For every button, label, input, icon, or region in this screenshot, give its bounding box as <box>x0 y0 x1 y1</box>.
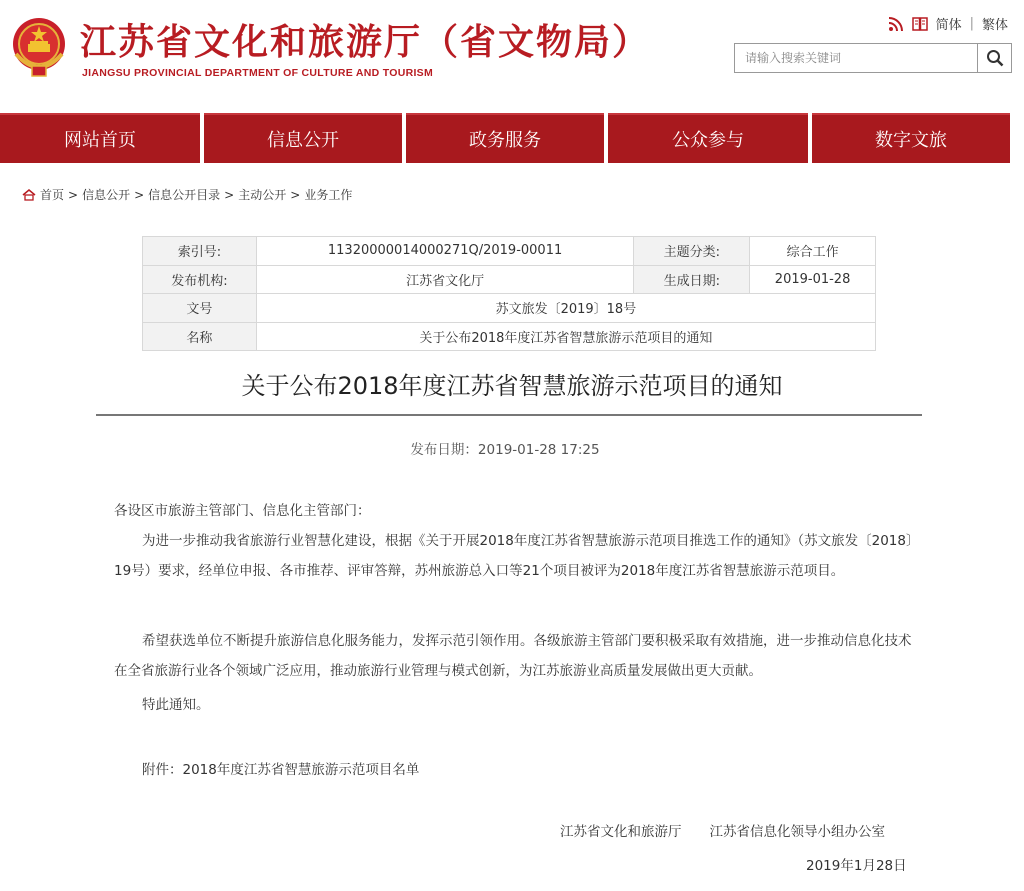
created-label: 生成日期: <box>634 265 750 294</box>
site-title: 江苏省文化和旅游厅（省文物局） <box>80 22 651 63</box>
nav-item-home[interactable]: 网站首页 <box>0 113 200 163</box>
table-row <box>143 265 876 294</box>
paragraph-2: 希望获选单位不断提升旅游信息化服务能力，发挥示范引领作用。各级旅游主管部门要积极采取有效措施，进一步推动信息化技术在全省旅游行业各个领域广泛应用，推动旅游行业管理与模式创新，为江苏旅游业高质量发展做出更大贡献。 <box>114 633 912 679</box>
signature <box>560 820 885 840</box>
breadcrumb <box>22 186 352 203</box>
title-divider <box>96 414 922 416</box>
book-icon[interactable] <box>912 16 928 32</box>
simplified-link[interactable]: 简体 <box>935 18 962 33</box>
nav-item-digital[interactable]: 数字文旅 <box>812 113 1010 163</box>
breadcrumb-home[interactable]: 首页 <box>40 188 65 202</box>
national-emblem-icon <box>10 14 68 80</box>
signer-1: 江苏省文化和旅游厅 <box>560 824 682 840</box>
index-label: 索引号: <box>143 237 257 266</box>
table-row <box>143 322 876 351</box>
breadcrumb-separator: > <box>224 187 235 202</box>
rss-icon[interactable] <box>888 16 904 32</box>
signer-2: 江苏省信息化领导小组办公室 <box>709 824 885 840</box>
breadcrumb-separator: > <box>134 187 145 202</box>
info-table <box>142 236 876 351</box>
docno-value: 苏文旅发〔2019〕18号 <box>256 294 875 323</box>
topic-label: 主题分类: <box>634 237 750 266</box>
breadcrumb-separator: > <box>290 187 301 202</box>
topic-value: 综合工作 <box>750 237 876 266</box>
table-row <box>143 237 876 266</box>
article-title: 关于公布2018年度江苏省智慧旅游示范项目的通知 <box>241 372 783 400</box>
home-icon <box>22 189 36 201</box>
search-icon <box>986 49 1004 67</box>
search-input[interactable] <box>735 44 977 72</box>
top-tools <box>888 14 1008 33</box>
breadcrumb-info[interactable]: 信息公开 <box>82 188 131 202</box>
site-header <box>0 0 1024 110</box>
index-value: 11320000014000271Q/2019-00011 <box>256 237 634 266</box>
breadcrumb-business[interactable]: 业务工作 <box>304 188 353 202</box>
docno-label: 文号 <box>143 294 257 323</box>
traditional-link[interactable]: 繁体 <box>981 18 1008 33</box>
created-value: 2019-01-28 <box>750 265 876 294</box>
greeting: 各设区市旅游主管部门、信息化主管部门： <box>114 503 371 519</box>
table-row <box>143 294 876 323</box>
nav-item-services[interactable]: 政务服务 <box>406 113 604 163</box>
sign-date: 2019年1月28日 <box>806 858 907 874</box>
nav-item-public[interactable]: 公众参与 <box>608 113 808 163</box>
tools-separator: | <box>969 16 974 31</box>
nav-item-info[interactable]: 信息公开 <box>204 113 402 163</box>
name-label: 名称 <box>143 322 257 351</box>
site-subtitle: JIANGSU PROVINCIAL DEPARTMENT OF CULTURE AND TOURISM <box>82 67 434 79</box>
name-value: 关于公布2018年度江苏省智慧旅游示范项目的通知 <box>256 322 875 351</box>
paragraph-1: 为进一步推动我省旅游行业智慧化建设，根据《关于开展2018年度江苏省智慧旅游示范项目推选工作的通知》（苏文旅发〔2018〕19号）要求，经单位申报、各市推荐、评审答辩，苏州旅游总入口等21个项目被评为2018年度江苏省智慧旅游示范项目。 <box>114 533 913 579</box>
publisher-value: 江苏省文化厅 <box>256 265 634 294</box>
breadcrumb-separator: > <box>68 187 79 202</box>
attachment-link[interactable]: 附件：2018年度江苏省智慧旅游示范项目名单 <box>142 762 420 778</box>
breadcrumb-active[interactable]: 主动公开 <box>238 188 287 202</box>
main-nav <box>0 113 1024 163</box>
search-button[interactable] <box>977 44 1011 72</box>
breadcrumb-catalog[interactable]: 信息公开目录 <box>148 188 221 202</box>
search-box <box>734 43 1012 73</box>
publish-date: 发布日期：2019-01-28 17:25 <box>410 442 600 458</box>
publisher-label: 发布机构: <box>143 265 257 294</box>
paragraph-3: 特此通知。 <box>142 697 210 713</box>
